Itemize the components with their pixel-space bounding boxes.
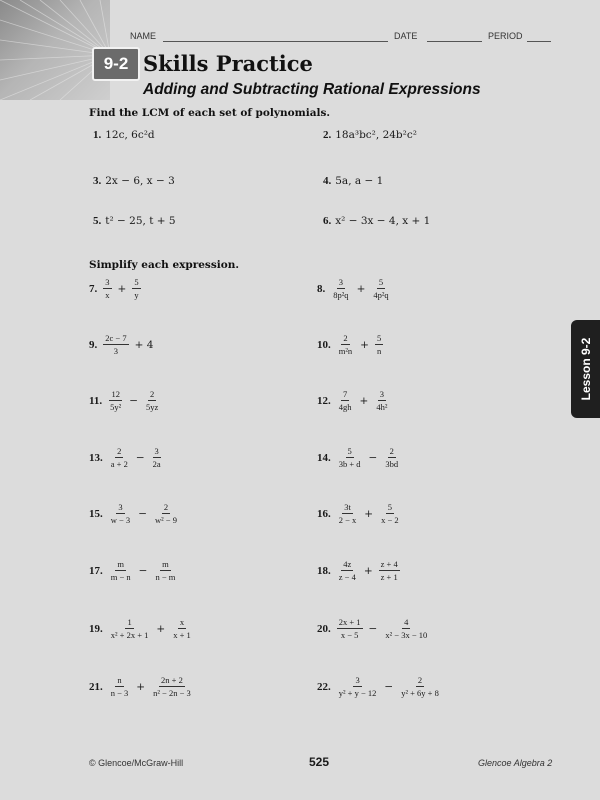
problem-number: 10.: [317, 338, 331, 351]
operator: +: [364, 507, 374, 520]
fraction: [103, 277, 111, 300]
period-label: PERIOD: [488, 31, 523, 41]
numerator: 2c − 7: [105, 333, 127, 343]
numerator: 3: [105, 277, 110, 287]
numerator: 1: [127, 617, 132, 627]
denominator: x + 1: [173, 630, 191, 640]
numerator: 4: [404, 617, 409, 627]
numerator: 2: [417, 675, 423, 685]
problem-number: 20.: [317, 622, 331, 635]
fraction: [337, 502, 359, 525]
numerator: 3t: [344, 502, 351, 512]
numerator: 2: [150, 389, 155, 399]
problem-expression: 18a³bc², 24b²c²: [335, 129, 417, 141]
problem-number: 18.: [317, 564, 331, 577]
denominator: 2 − x: [338, 515, 357, 525]
lesson-side-tab: [571, 320, 600, 418]
denominator: n − m: [155, 572, 176, 582]
problem-number: 8.: [317, 282, 326, 295]
fraction: [383, 617, 429, 640]
problem-number: 12.: [317, 394, 331, 407]
fraction: [337, 617, 363, 640]
problem-number: 17.: [89, 564, 103, 577]
problem-expression: x² − 3x − 4, x + 1: [335, 215, 431, 227]
fraction: [109, 675, 131, 698]
fraction: [371, 277, 390, 300]
fraction: [144, 389, 160, 412]
problem-number: 1.: [93, 129, 102, 141]
problem-number: 2.: [323, 129, 332, 141]
simplify-problem: [317, 277, 393, 300]
problem-expression: 2x − 6, x − 3: [105, 175, 175, 187]
fraction: [109, 559, 133, 582]
fraction: [103, 333, 128, 356]
problem-number: 7.: [89, 282, 98, 295]
problem-expression: 5a, a − 1: [335, 175, 384, 187]
fraction: [379, 502, 401, 525]
simplify-problem: [89, 617, 195, 640]
page-title: Skills Practice: [143, 51, 313, 76]
fraction: [151, 446, 163, 469]
name-line[interactable]: [163, 41, 388, 42]
denominator: 5yz: [146, 402, 159, 412]
numerator: 5: [387, 502, 392, 512]
section1-instruction: Find the LCM of each set of polynomials.: [89, 107, 331, 119]
denominator: 8p²q: [333, 290, 349, 300]
problem-number: 3.: [93, 175, 102, 187]
problem-number: 22.: [317, 680, 331, 693]
numerator: 2: [343, 333, 348, 343]
numerator: 12: [111, 389, 120, 399]
denominator: z + 1: [380, 572, 398, 582]
simplify-problem: [317, 675, 443, 698]
numerator: 2: [163, 502, 169, 512]
simplify-problem: [317, 617, 431, 640]
fraction: [337, 389, 354, 412]
denominator: y² + 6y + 8: [401, 688, 439, 698]
numerator: 3: [154, 446, 159, 456]
side-tab-label: Lesson 9-2: [578, 337, 593, 401]
numerator: 5: [347, 446, 352, 456]
fraction: [337, 333, 354, 356]
denominator: m²n: [338, 346, 353, 356]
denominator: x² + 2x + 1: [110, 630, 149, 640]
numerator: x: [179, 617, 185, 627]
numerator: 2: [117, 446, 122, 456]
denominator: 3b + d: [338, 459, 361, 469]
page-subtitle: Adding and Subtracting Rational Expressions: [143, 81, 481, 98]
operator: +: [360, 338, 369, 351]
numerator: 3: [118, 502, 123, 512]
fraction: [109, 617, 151, 640]
lcm-problem: [323, 175, 383, 187]
operator: −: [138, 507, 147, 520]
denominator: w − 3: [110, 515, 131, 525]
lesson-badge: 9-2: [92, 47, 140, 81]
simplify-problem: [89, 389, 162, 412]
denominator: x² − 3x − 10: [385, 630, 428, 640]
problem-expression: 12c, 6c²d: [105, 129, 155, 141]
lcm-problem: [93, 129, 155, 141]
lcm-problem: [93, 175, 175, 187]
operator: −: [129, 394, 139, 407]
date-line[interactable]: [427, 41, 482, 42]
denominator: 5y²: [110, 402, 122, 412]
book-title: Glencoe Algebra 2: [478, 758, 553, 768]
numerator: z + 4: [380, 559, 398, 569]
fraction: [383, 446, 400, 469]
denominator: 4p²q: [373, 290, 389, 300]
fraction: [337, 559, 358, 582]
simplify-problem: [317, 559, 402, 582]
numerator: 2x + 1: [338, 617, 361, 627]
denominator: 4gh: [338, 402, 352, 412]
problem-number: 21.: [89, 680, 103, 693]
date-label: DATE: [394, 31, 418, 41]
numerator: 4z: [343, 559, 352, 569]
simplify-problem: [317, 502, 403, 525]
denominator: 4h²: [376, 402, 388, 412]
simplify-problem: [89, 559, 179, 582]
problem-number: 16.: [317, 507, 331, 520]
problem-expression: t² − 25, t + 5: [105, 215, 176, 227]
denominator: 3: [113, 346, 119, 356]
denominator: 2a: [152, 459, 161, 469]
operator: −: [368, 451, 378, 464]
name-label: NAME: [130, 31, 157, 41]
fraction: [331, 277, 350, 300]
period-line[interactable]: [527, 41, 551, 42]
problem-number: 15.: [89, 507, 103, 520]
numerator: 3: [379, 389, 384, 399]
numerator: m: [117, 559, 125, 569]
lcm-problem: [323, 129, 417, 141]
operator: + 4: [134, 338, 154, 351]
operator: +: [156, 622, 166, 635]
page-number: 525: [309, 755, 330, 769]
problem-number: 4.: [323, 175, 332, 187]
lcm-problem: [93, 215, 176, 227]
numerator: 5: [134, 277, 139, 287]
numerator: 2n + 2: [161, 675, 183, 685]
numerator: 5: [378, 277, 384, 287]
denominator: y² + y − 12: [338, 688, 377, 698]
denominator: w² − 9: [155, 515, 177, 525]
denominator: 3bd: [385, 459, 399, 469]
denominator: n − 3: [110, 688, 129, 698]
simplify-problem: [317, 333, 385, 356]
operator: −: [138, 564, 148, 577]
denominator: m − n: [110, 572, 131, 582]
fraction: [337, 446, 363, 469]
operator: +: [356, 282, 366, 295]
operator: +: [136, 680, 146, 693]
problem-number: 9.: [89, 338, 98, 351]
operator: −: [368, 622, 378, 635]
fraction: [132, 277, 140, 300]
numerator: m: [162, 559, 169, 569]
fraction: [399, 675, 441, 698]
operator: +: [363, 564, 373, 577]
simplify-problem: [317, 446, 402, 469]
denominator: x − 2: [381, 515, 399, 525]
denominator: n: [376, 346, 382, 356]
denominator: y: [134, 290, 139, 300]
denominator: z − 4: [338, 572, 356, 582]
problem-number: 6.: [323, 215, 332, 227]
fraction: [171, 617, 193, 640]
problem-number: 13.: [89, 451, 103, 464]
problem-number: 19.: [89, 622, 103, 635]
denominator: n² − 2n − 3: [153, 688, 191, 698]
numerator: 3: [338, 277, 344, 287]
simplify-problem: [89, 333, 157, 356]
operator: −: [135, 451, 145, 464]
fraction: [337, 675, 379, 698]
fraction: [109, 502, 132, 525]
fraction: [109, 446, 130, 469]
fraction: [375, 333, 383, 356]
simplify-problem: [89, 277, 143, 300]
operator: +: [359, 394, 369, 407]
section2-instruction: Simplify each expression.: [89, 259, 240, 271]
numerator: 2: [389, 446, 394, 456]
fraction: [108, 389, 123, 412]
simplify-problem: [89, 446, 165, 469]
operator: −: [384, 680, 394, 693]
fraction: [151, 675, 193, 698]
copyright: © Glencoe/McGraw-Hill: [89, 758, 184, 768]
fraction: [153, 559, 177, 582]
simplify-problem: [89, 675, 195, 698]
fraction: [374, 389, 389, 412]
denominator: x: [105, 290, 110, 300]
fraction: [153, 502, 179, 525]
problem-number: 5.: [93, 215, 102, 227]
numerator: n: [117, 675, 122, 685]
problem-number: 14.: [317, 451, 331, 464]
numerator: 7: [343, 389, 348, 399]
simplify-problem: [317, 389, 391, 412]
operator: +: [117, 282, 127, 295]
numerator: 5: [376, 333, 382, 343]
denominator: x − 5: [340, 630, 359, 640]
denominator: a + 2: [110, 459, 128, 469]
fraction: [379, 559, 400, 582]
problem-number: 11.: [89, 394, 103, 407]
simplify-problem: [89, 502, 181, 525]
numerator: 3: [355, 675, 360, 685]
lcm-problem: [323, 215, 430, 227]
